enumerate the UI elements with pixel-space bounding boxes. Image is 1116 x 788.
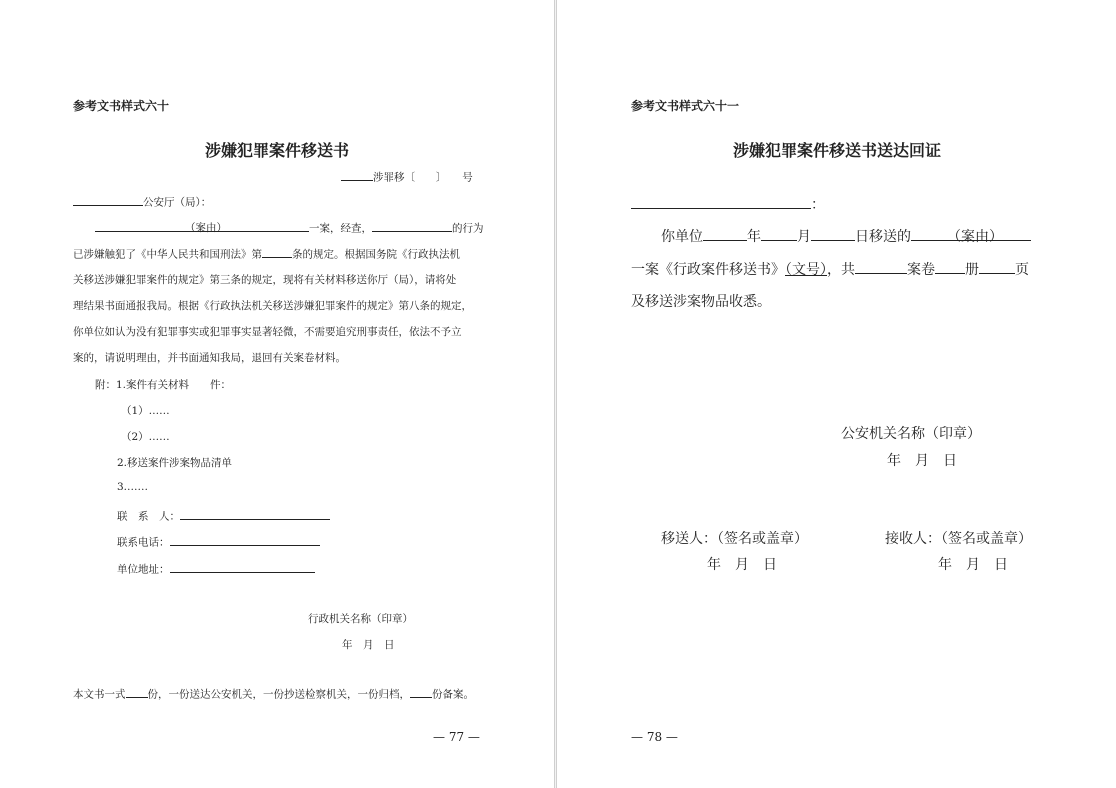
left-page (0, 0, 555, 788)
sender-signature: 移送人：（签名或盖章） (661, 531, 808, 547)
contact-phone: 联系电话： (117, 534, 320, 550)
page-number: — 78 — (631, 730, 678, 744)
attachment-1-2: （2）…… (121, 431, 170, 443)
police-seal: 公安机关名称（印章） (841, 426, 981, 442)
body-line-4: 理结果书面通报我局。根据《行政执法机关移送涉嫌犯罪案件的规定》第八条的规定， (73, 300, 472, 312)
document-number-text: （文号） (785, 262, 827, 278)
receiver-date: 年 月 日 (938, 557, 1008, 573)
document-title: 涉嫌犯罪案件移送书送达回证 (732, 141, 941, 160)
body-line-6: 案的，请说明理由，并书面通知我局，退回有关案卷材料。 (73, 352, 346, 364)
case-cause-text: （案由） (185, 222, 227, 234)
case-cause-text: （案由） (947, 229, 1003, 245)
page-number: — 77 — (433, 730, 480, 744)
body-line-3: 及移送涉案物品收悉。 (631, 294, 771, 310)
body-line-1: （案由） 一案，经查， 的行为 (95, 220, 484, 236)
attachment-2: 2.移送案件涉案物品清单 (117, 457, 233, 469)
addressee-line (73, 194, 211, 210)
page-header: 参考文书样式六十 (73, 99, 170, 113)
right-page (556, 0, 1116, 788)
page-header: 参考文书样式六十一 (631, 99, 740, 113)
footer-note: 本文书一式 份，一份送达公安机关，一份抄送检察机关，一份归档， 份备案。 (73, 686, 474, 702)
body-line-1: 你单位 年 月 日移送的 （案由） (661, 226, 1031, 246)
agency-seal: 行政机关名称（印章） (308, 613, 413, 625)
sender-date: 年 月 日 (707, 557, 777, 573)
body-line-5: 你单位如认为没有犯罪事实或犯罪事实显著轻微，不需要追究刑事责任，依法不予立 (73, 326, 462, 338)
body-line-2: 一案《行政案件移送书》（文号），共 案卷 册 页 (631, 259, 1029, 279)
attachment-1: 附：1.案件有关材料 件： (95, 379, 232, 391)
attachment-1-1: （1）…… (121, 405, 170, 417)
attachment-3: 3.…… (117, 481, 149, 493)
seal-date: 年 月 日 (887, 453, 957, 469)
addressee-line: ： (631, 194, 825, 214)
body-line-3: 关移送涉嫌犯罪案件的规定》第三条的规定，现将有关材料移送你厅（局），请将处 (73, 274, 457, 286)
addressee-text: 公安厅（局）： (143, 196, 212, 209)
unit-address: 单位地址： (117, 561, 315, 577)
body-line-2: 已涉嫌触犯了《中华人民共和国刑法》第 条的规定。根据国务院《行政执法机 (73, 246, 460, 262)
document-number (341, 169, 473, 185)
sign-date: 年 月 日 (342, 639, 395, 651)
document-title: 涉嫌犯罪案件移送书 (204, 141, 349, 160)
contact-person: 联 系 人： (117, 508, 330, 524)
receiver-signature: 接收人：（签名或盖章） (885, 531, 1032, 547)
document-number-text: 涉罪移〔 〕 号 (373, 171, 473, 184)
